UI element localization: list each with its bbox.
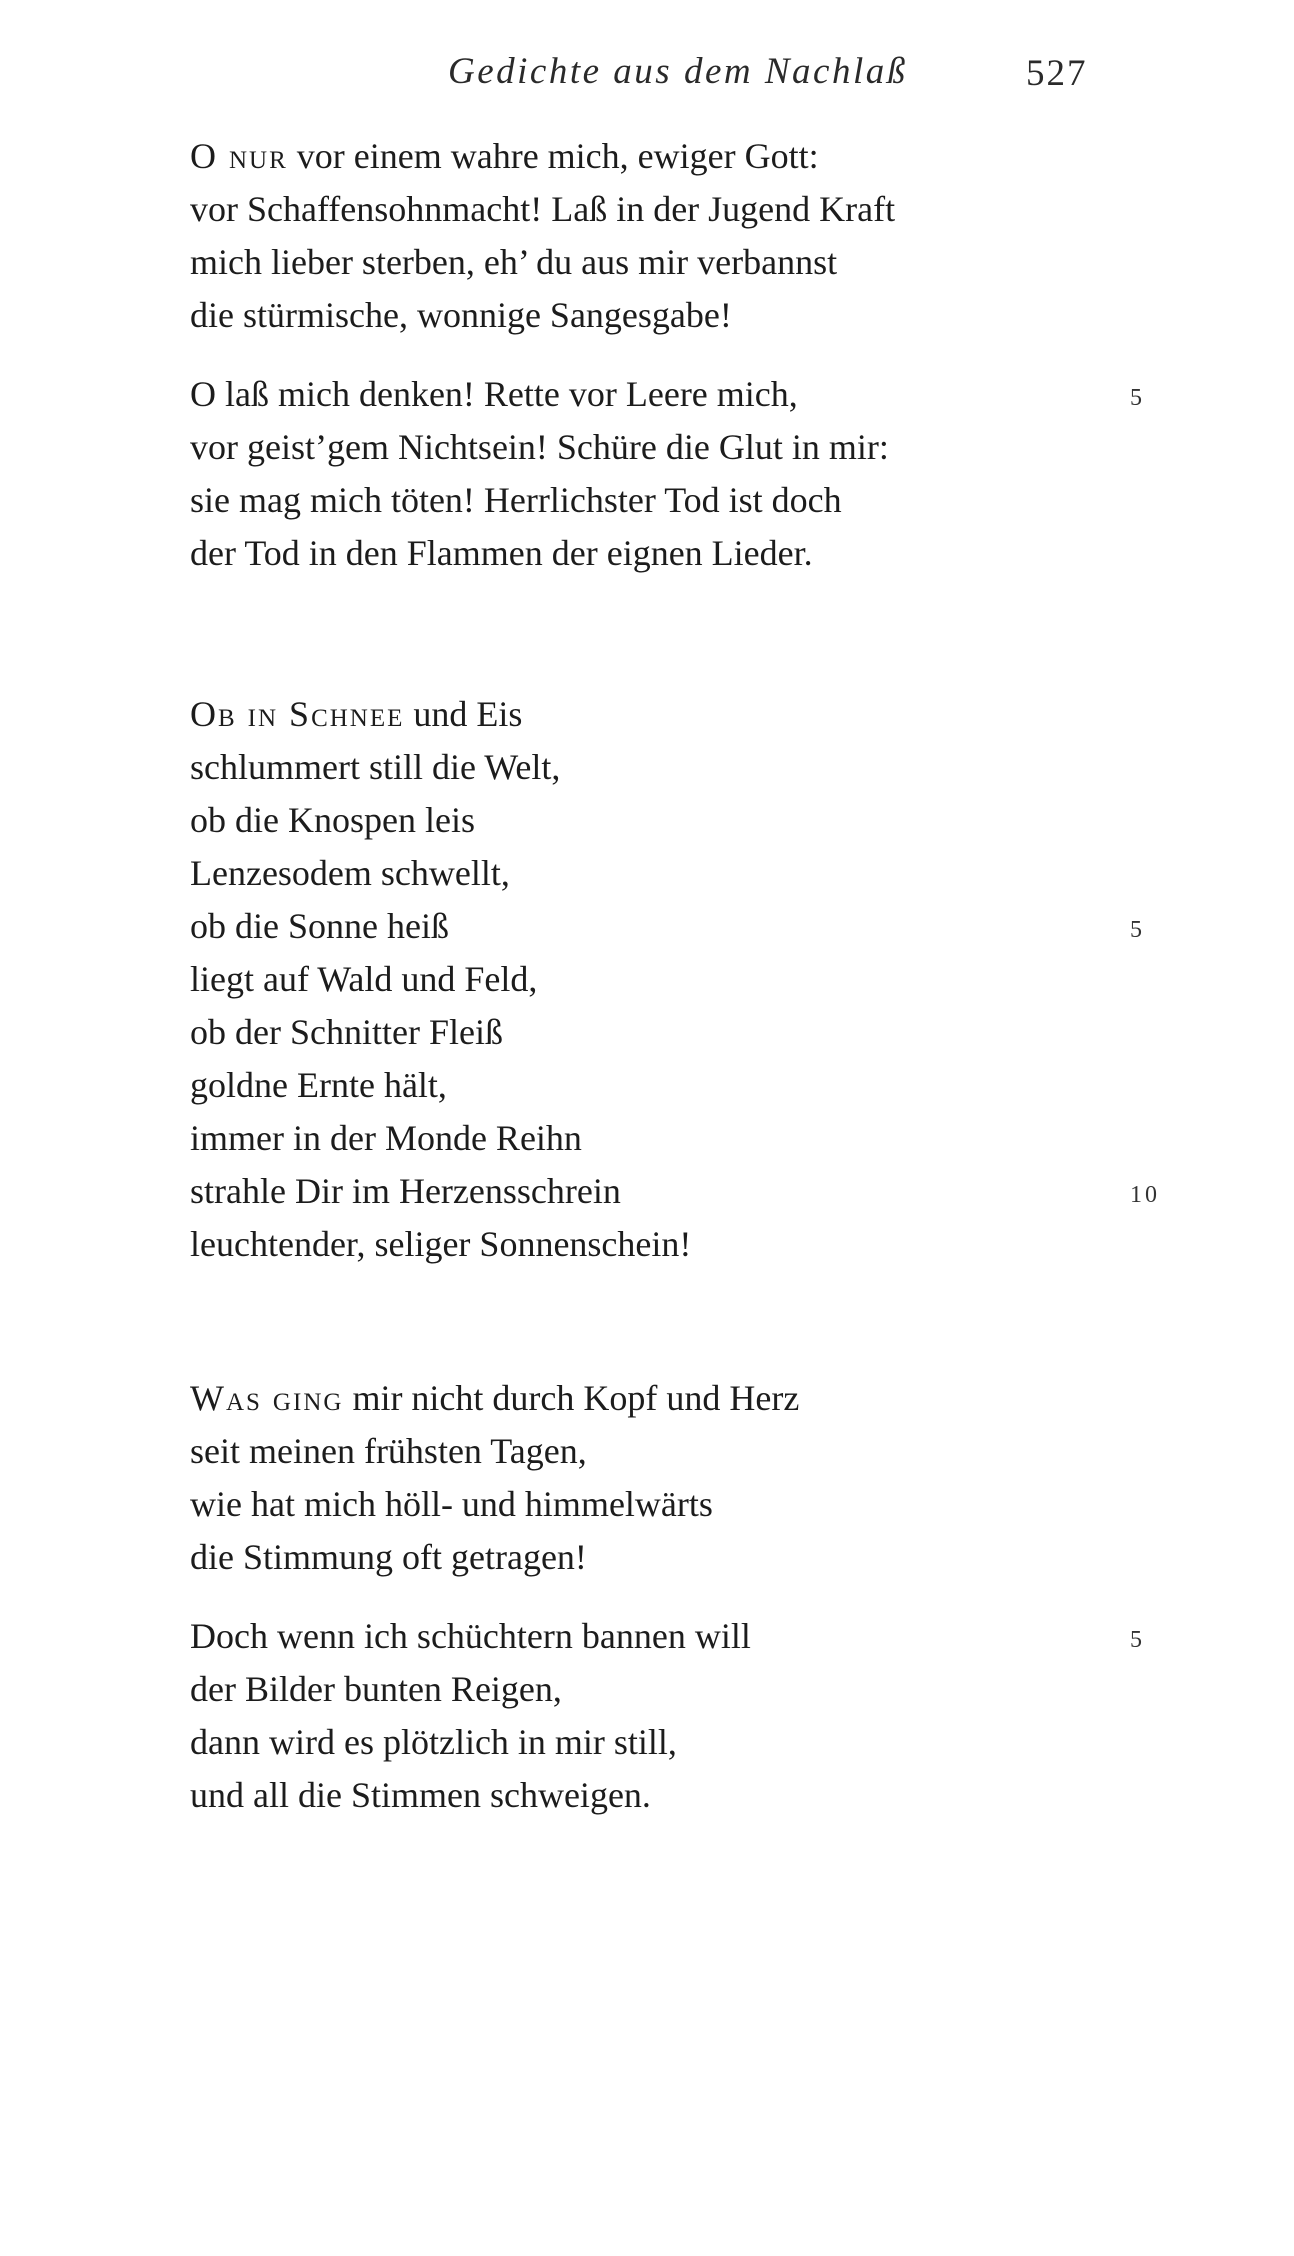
poem-o-nur	[190, 130, 1150, 580]
poem-line: vor geist’gem Nichtsein! Schüre die Glut in mir:	[190, 427, 889, 467]
incipit: O nur	[190, 136, 288, 176]
poem-line: die Stimmung oft getragen!	[190, 1537, 587, 1577]
poem-line: der Bilder bunten Reigen,	[190, 1669, 562, 1709]
poem-line: wie hat mich höll- und himmelwärts	[190, 1484, 713, 1524]
poem-line: und all die Stimmen schweigen.	[190, 1775, 651, 1815]
poem-line: seit meinen frühsten Tagen,	[190, 1431, 587, 1471]
line-number: 10	[1130, 1182, 1160, 1208]
poem-line: der Tod in den Flammen der eignen Lieder.	[190, 533, 813, 573]
poem-line	[190, 900, 1150, 953]
poem-ob-in-schnee	[190, 688, 1160, 1271]
running-title: Gedichte aus dem Nachlaß	[448, 51, 908, 92]
poem-line: sie mag mich töten! Herrlichster Tod ist doch	[190, 480, 842, 520]
poem-line: ob die Knospen leis	[190, 800, 475, 840]
incipit: Was ging	[190, 1378, 344, 1418]
poem-line: die stürmische, wonnige Sangesgabe!	[190, 295, 732, 335]
incipit: Ob in Schnee	[190, 694, 405, 734]
poem-line	[190, 688, 1150, 741]
poem-line: vor Schaffensohnmacht! Laß in der Jugend Kraft	[190, 189, 896, 229]
poem-line	[190, 1610, 1150, 1663]
line-text: O laß mich denken! Rette vor Leere mich,	[190, 374, 798, 414]
stanza	[190, 688, 1160, 1271]
line-text: strahle Dir im Herzensschrein	[190, 1171, 621, 1211]
poem-line	[190, 1372, 1150, 1425]
poem-was-ging	[190, 1372, 1150, 1822]
page-number: 527	[1026, 53, 1088, 94]
poem-line: schlummert still die Welt,	[190, 747, 561, 787]
line-number: 5	[1130, 385, 1145, 411]
line-number: 5	[1130, 917, 1145, 943]
poem-line	[190, 368, 1150, 421]
poem-line: Lenzesodem schwellt,	[190, 853, 510, 893]
poem-line: leuchtender, seliger Sonnenschein!	[190, 1224, 692, 1264]
stanza	[190, 1372, 1150, 1584]
poem-line: goldne Ernte hält,	[190, 1065, 447, 1105]
poem-line	[190, 1165, 1160, 1218]
line-text: Doch wenn ich schüchtern bannen will	[190, 1616, 751, 1656]
stanza	[190, 130, 1150, 342]
poem-line: immer in der Monde Reihn	[190, 1118, 582, 1158]
page-header	[0, 44, 1294, 104]
line-text: ob die Sonne heiß	[190, 906, 449, 946]
poem-line: mich lieber sterben, eh’ du aus mir verbannst	[190, 242, 838, 282]
line-text: und Eis	[404, 694, 523, 734]
stanza	[190, 368, 1150, 580]
poem-line: ob der Schnitter Fleiß	[190, 1012, 503, 1052]
stanza	[190, 1610, 1150, 1822]
poem-line	[190, 130, 1150, 183]
line-text: vor einem wahre mich, ewiger Gott:	[287, 136, 819, 176]
line-number: 5	[1130, 1627, 1145, 1653]
line-text: mir nicht durch Kopf und Herz	[343, 1378, 800, 1418]
poem-line: dann wird es plötzlich in mir still,	[190, 1722, 677, 1762]
poem-line: liegt auf Wald und Feld,	[190, 959, 538, 999]
